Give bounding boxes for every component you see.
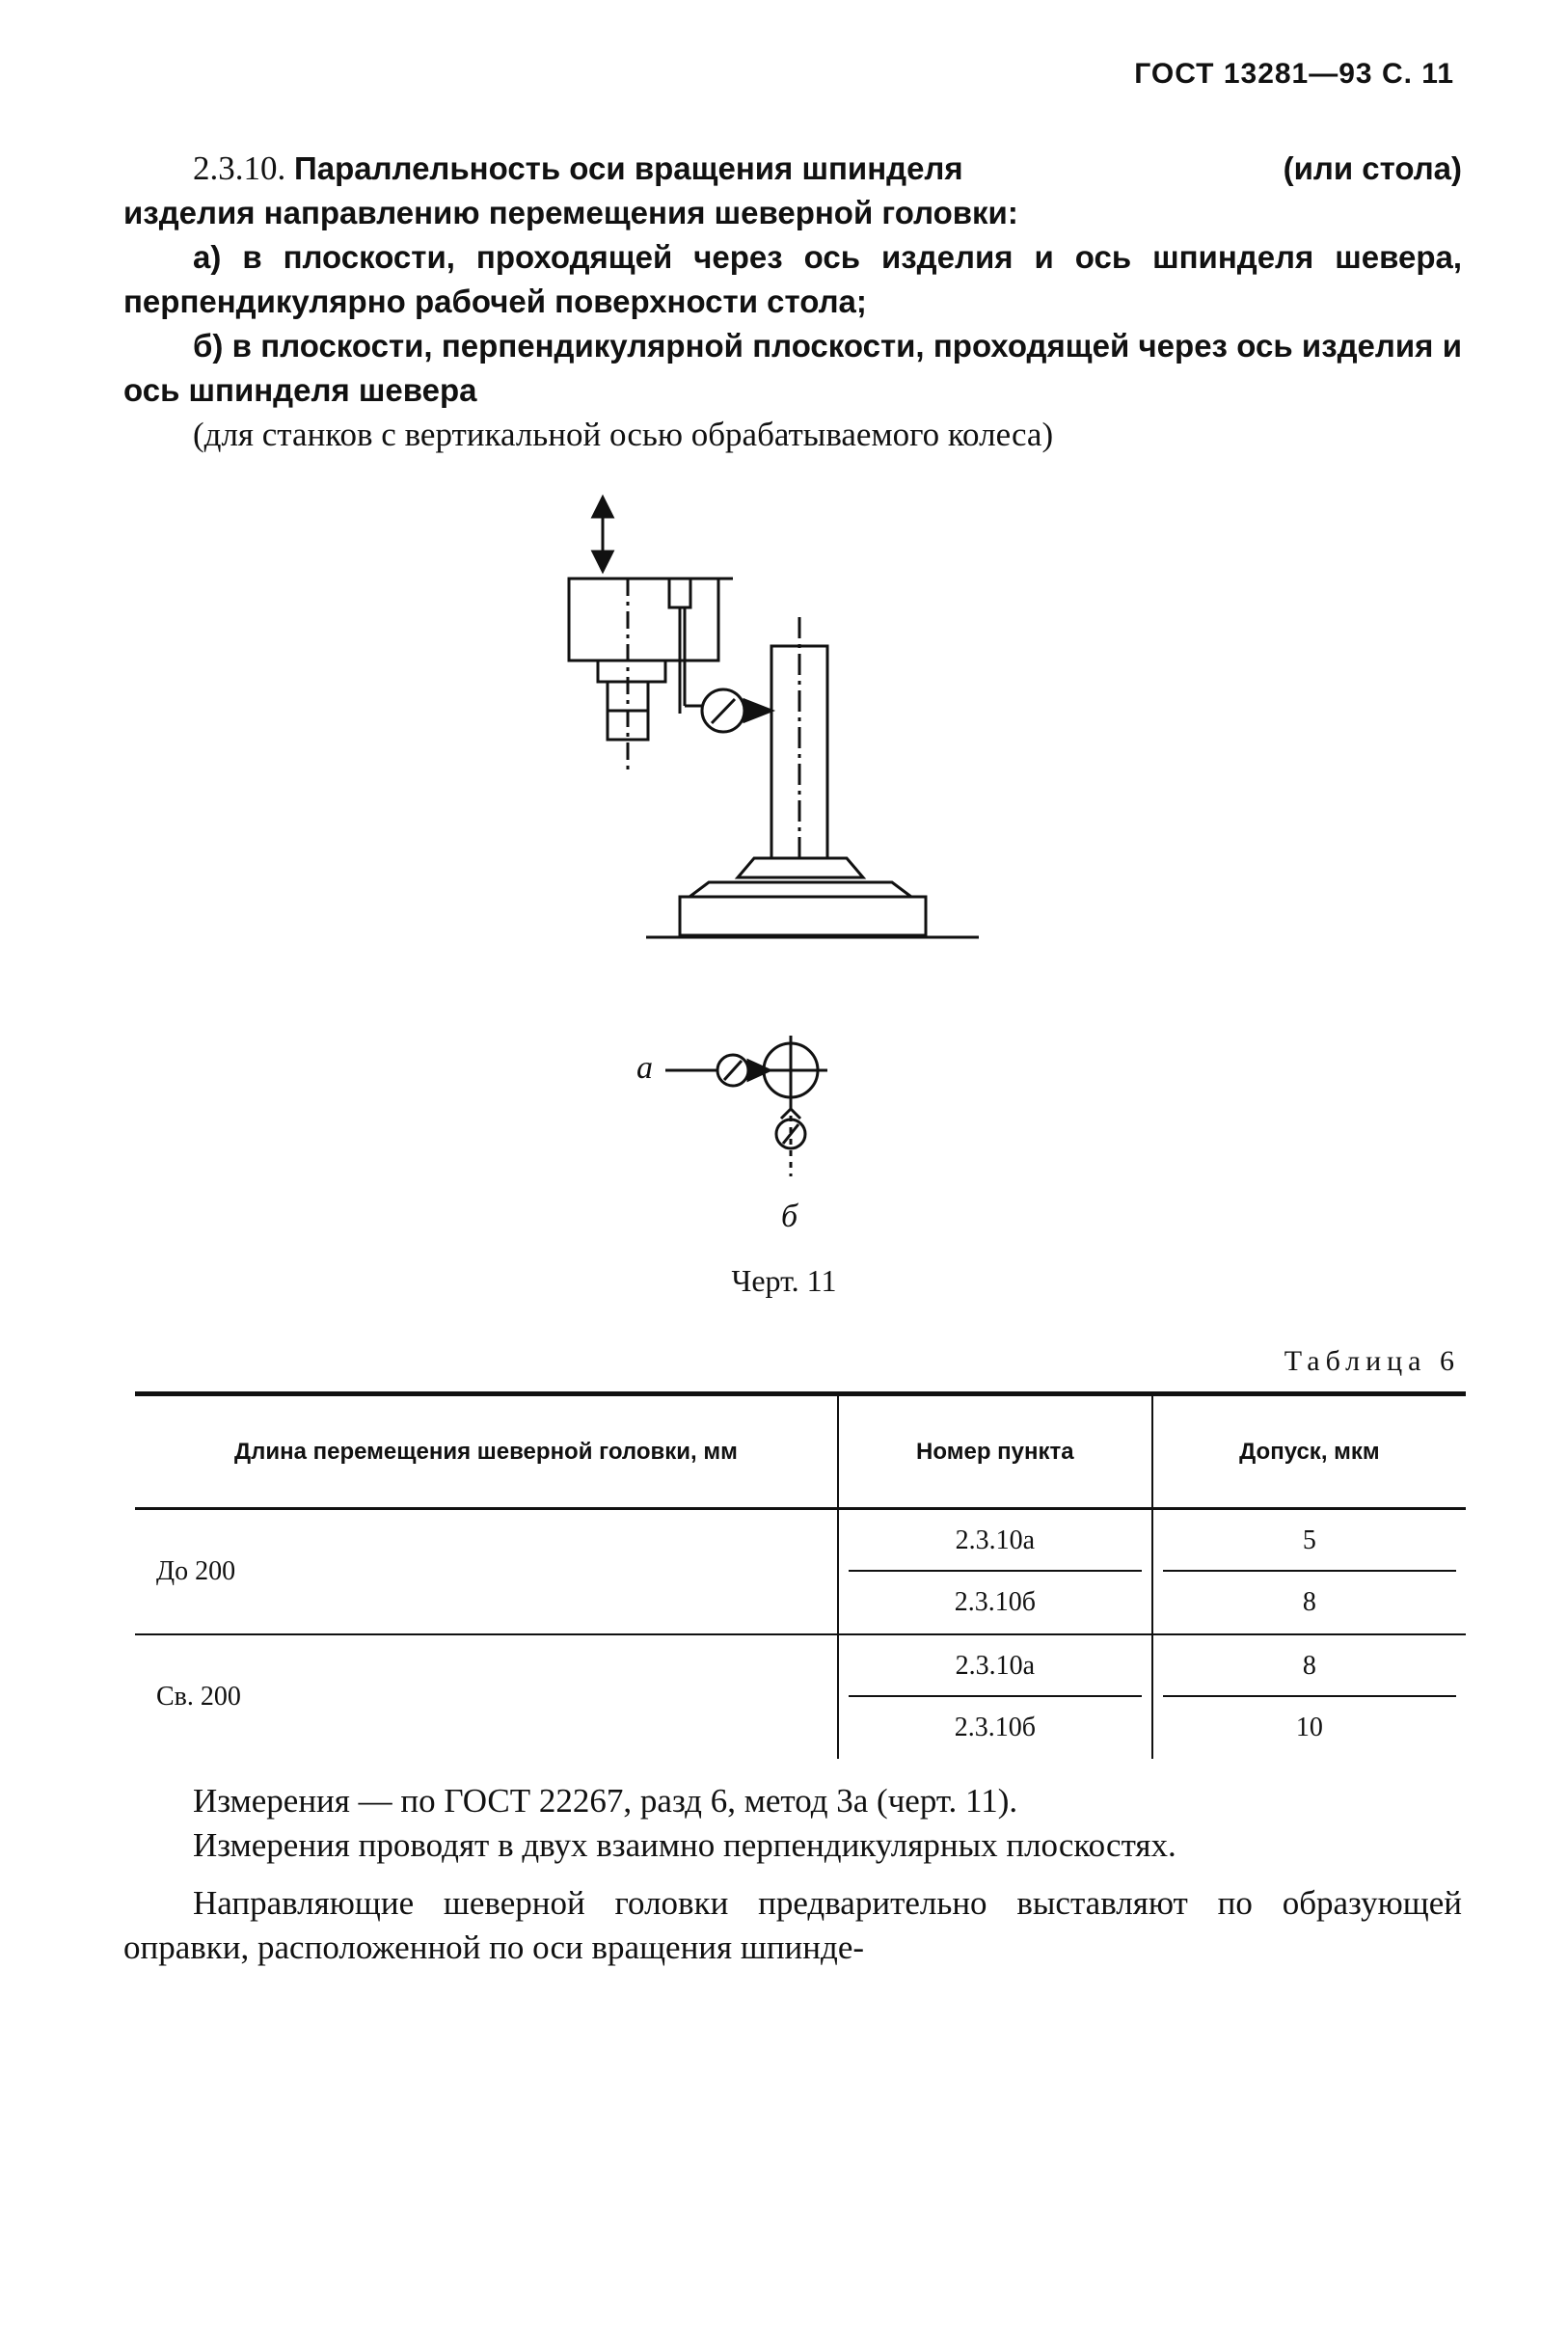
page-header: ГОСТ 13281—93 С. 11 (1134, 58, 1454, 90)
table-label: Таблица 6 (1284, 1345, 1460, 1377)
clause-cell: 2.3.10а (838, 1634, 1152, 1697)
paragraph-method: Измерения — по ГОСТ 22267, разд 6, метод 3а (черт. 11). (193, 1782, 1018, 1820)
clause-cell: 2.3.10б (838, 1697, 1152, 1759)
head-collar (598, 661, 665, 682)
paragraph-guides: Направляющие шеверной головки предварительно выставляют по образующей оправки, расположенной по оси вращения шпинде- (123, 1884, 1462, 1966)
header-clause: Номер пункта (838, 1394, 1152, 1509)
arrow-down-icon (593, 552, 612, 571)
measurement-notes (123, 1779, 1462, 1970)
label-a: а (636, 1050, 653, 1086)
indicator-tip (744, 700, 771, 721)
clause-title-tail: (или стола) (1283, 150, 1462, 186)
length-cell: До 200 (135, 1509, 838, 1635)
clause-title-continued: изделия направлению перемещения шеверной головки: (123, 195, 1018, 230)
holder-clamp (669, 579, 690, 607)
clause-item-a: а) в плоскости, проходящей через ось изделия и ось шпинделя шевера, перпендикулярно рабочей поверхности стола; (123, 239, 1462, 319)
clause-heading (123, 147, 1462, 191)
tolerance-cell: 10 (1295, 1713, 1323, 1742)
figure-caption: Черт. 11 (731, 1263, 837, 1298)
mandrel (771, 646, 827, 858)
machine-table (680, 897, 926, 935)
table-step (689, 882, 911, 897)
header-length: Длина перемещения шеверной головки, мм (135, 1394, 838, 1509)
tolerance-cell: 5 (1152, 1509, 1466, 1573)
clause-2-3-10 (123, 147, 1462, 457)
table-header-row (135, 1394, 1466, 1509)
paragraph-planes: Измерения проводят в двух взаимно перпендикулярных плоскостях. (193, 1826, 1176, 1864)
clause-title: Параллельность оси вращения шпинделя (294, 150, 963, 186)
drawing-chert-11 (540, 482, 1080, 1292)
tolerance-cell: 8 (1152, 1634, 1466, 1697)
clause-note: (для станков с вертикальной осью обрабатываемого колеса) (193, 416, 1054, 453)
tolerance-cell: 8 (1152, 1572, 1466, 1634)
shaver-head (569, 579, 718, 661)
header-tolerance: Допуск, мкм (1152, 1394, 1466, 1509)
label-b: б (781, 1199, 798, 1234)
clause-item-b: б) в плоскости, перпендикулярной плоскости, проходящей через ось изделия и ось шпинделя шевера (123, 328, 1462, 408)
tolerance-table (135, 1391, 1466, 1759)
mandrel-flange (738, 858, 863, 877)
clause-cell: 2.3.10а (838, 1509, 1152, 1573)
table-row (135, 1634, 1466, 1697)
arrow-up-icon (593, 498, 612, 517)
clause-number: 2.3.10. (193, 149, 286, 187)
length-cell: Св. 200 (156, 1682, 241, 1712)
table-row (135, 1509, 1466, 1573)
clause-cell: 2.3.10б (838, 1572, 1152, 1634)
